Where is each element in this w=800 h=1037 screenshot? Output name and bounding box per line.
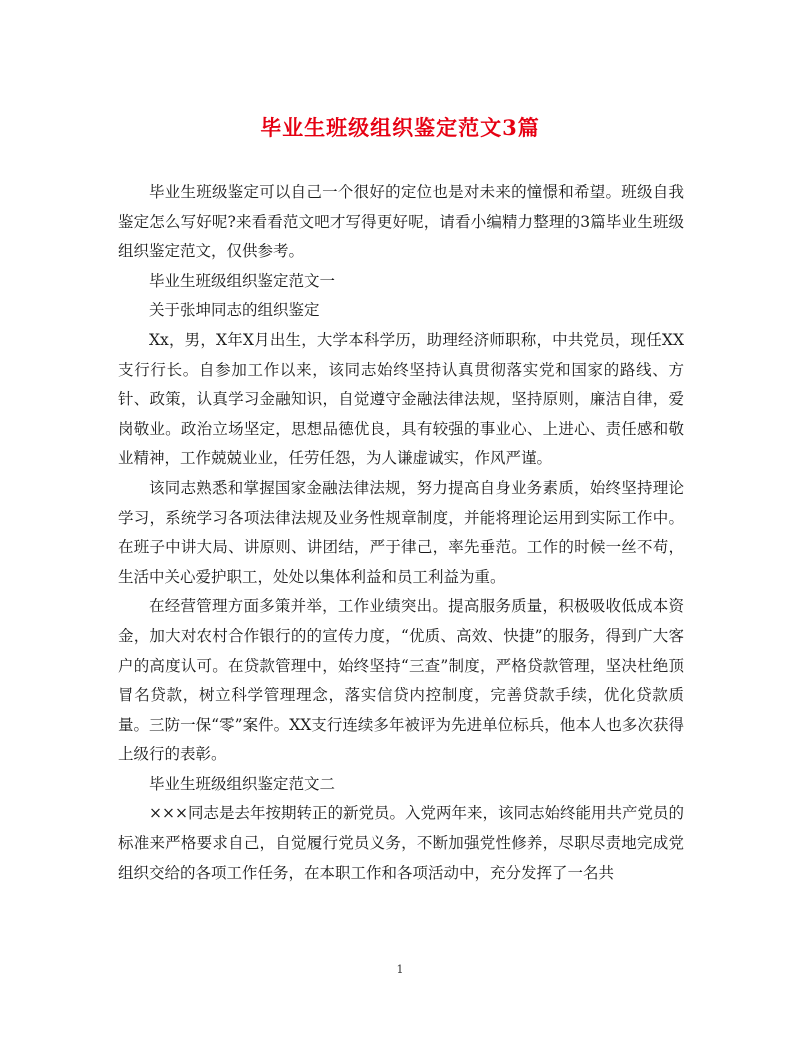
body-paragraph: Xx，男，X年X月出生，大学本科学历，助理经济师职称，中共党员，现任XX支行行长。自参加工作以来，该同志始终坚持认真贯彻落实党和国家的路线、方针、政策，认真学习金融知识，自觉遵守金融法律法规，坚持原则，廉洁自律，爱岗敬业。政治立场坚定，思想品德优良，具有较强的事业心、上进心、责任感和敬业精神，工作兢兢业业，任劳任怨，为人谦虚诚实，作风严谨。 bbox=[118, 330, 684, 468]
body-paragraph: 在经营管理方面多策并举，工作业绩突出。提高服务质量，积极吸收低成本资金，加大对农村合作银行的的宣传力度，“优质、高效、快捷”的服务，得到广大客户的高度认可。在贷款管理中，始终坚持“三查”制度，严格贷款管理，坚决杜绝顶冒名贷款，树立科学管理理念，落实信贷内控制度，完善贷款手续，优化贷款质量。三防一保“零”案件。XX支行连续多年被评为先进单位标兵，他本人也多次获得上级行的表彰。 bbox=[118, 597, 684, 764]
document-title: 毕业生班级组织鉴定范文3篇 bbox=[260, 115, 540, 140]
body-paragraph: 该同志熟悉和掌握国家金融法律法规，努力提高自身业务素质，始终坚持理论学习，系统学习各项法律法规及业务性规章制度，并能将理论运用到实际工作中。在班子中讲大局、讲原则、讲团结，严于律己，率先垂范。工作的时候一丝不苟，生活中关心爱护职工，处处以集体利益和员工利益为重。 bbox=[118, 478, 684, 586]
section-heading-1: 毕业生班级组织鉴定范文一 bbox=[149, 271, 336, 290]
section-heading-2: 毕业生班级组织鉴定范文二 bbox=[149, 774, 336, 793]
intro-paragraph: 毕业生班级鉴定可以自己一个很好的定位也是对未来的憧憬和希望。班级自我鉴定怎么写好呢?来看看范文吧才写得更好呢，请看小编精力整理的3篇毕业生班级组织鉴定范文，仅供参考。 bbox=[118, 183, 684, 261]
body-paragraph: ×××同志是去年按期转正的新党员。入党两年来，该同志始终能用共产党员的标准来严格要求自己，自觉履行党员义务，不断加强党性修养，尽职尽责地完成党组织交给的各项工作任务，在本职工作和各项活动中，充分发挥了一名共 bbox=[118, 804, 684, 882]
subsection-heading: 关于张坤同志的组织鉴定 bbox=[149, 301, 320, 320]
page-number: 1 bbox=[396, 963, 404, 976]
document-body bbox=[118, 178, 684, 888]
